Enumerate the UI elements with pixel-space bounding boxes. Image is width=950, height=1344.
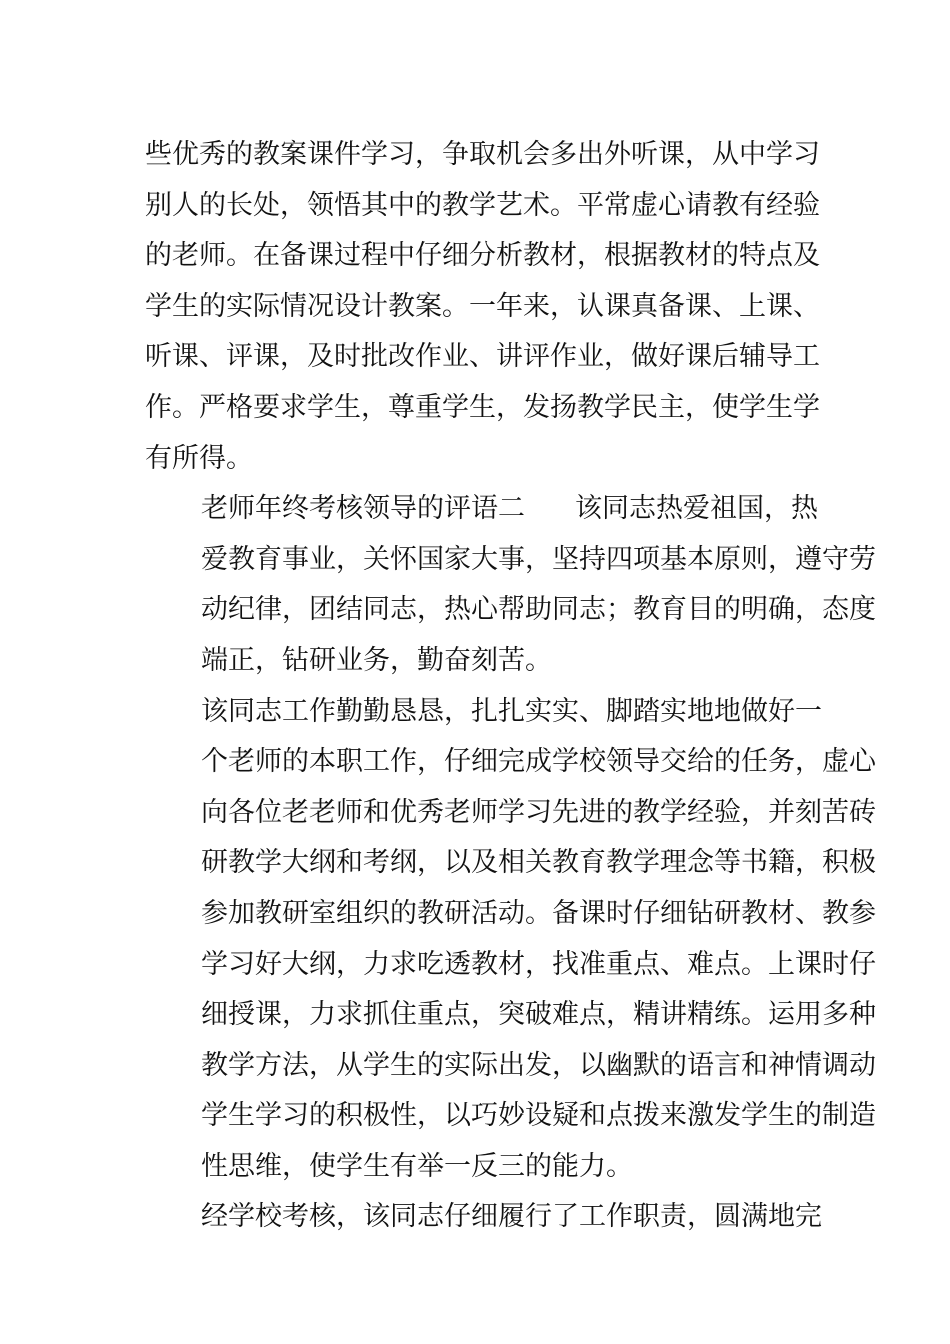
paragraph-line: 端正，钻研业务，勤奋刻苦。 — [201, 644, 552, 676]
paragraph-4 — [145, 1192, 822, 1243]
paragraph-line: 些优秀的教案课件学习，争取机会多出外听课，从中学习 — [145, 139, 820, 170]
section-heading: 老师年终考核领导的评语二 — [201, 493, 525, 525]
paragraph-line: 学生学习的积极性，以巧妙设疑和点拨来激发学生的制造 — [201, 1100, 876, 1132]
paragraph-line: 学生的实际情况设计教案。一年来，认课真备课、上课、 — [145, 290, 820, 322]
paragraph-3 — [145, 687, 876, 1193]
paragraph-line: 爱教育事业，关怀国家大事，坚持四项基本原则，遵守劳 — [201, 543, 876, 575]
paragraph-1 — [145, 130, 820, 484]
heading-line-text: 该同志热爱祖国，热 — [575, 493, 818, 525]
paragraph-2 — [145, 484, 876, 686]
paragraph-line: 细授课，力求抓住重点，突破难点，精讲精练。运用多种 — [201, 999, 876, 1031]
paragraph-line: 有所得。 — [145, 442, 253, 474]
paragraph-line: 学习好大纲，力求吃透教材，找准重点、难点。上课时仔 — [201, 948, 876, 980]
paragraph-line — [145, 484, 818, 535]
paragraph-line: 参加教研室组织的教研活动。备课时仔细钻研教材、教参 — [201, 897, 876, 929]
document-body — [145, 130, 876, 1243]
paragraph-line: 别人的长处，领悟其中的教学艺术。平常虚心请教有经验 — [145, 189, 820, 221]
paragraph-line: 该同志工作勤勤恳恳，扎扎实实、脚踏实地地做好一 — [201, 695, 822, 727]
paragraph-line: 的老师。在备课过程中仔细分析教材，根据教材的特点及 — [145, 240, 820, 272]
paragraph-line: 教学方法，从学生的实际出发，以幽默的语言和神情调动 — [201, 1049, 876, 1081]
paragraph-line: 经学校考核，该同志仔细履行了工作职责，圆满地完 — [201, 1201, 822, 1233]
paragraph-line: 研教学大纲和考纲，以及相关教育教学理念等书籍，积极 — [201, 847, 876, 879]
paragraph-line: 向各位老老师和优秀老师学习先进的教学经验，并刻苦砖 — [201, 796, 876, 828]
paragraph-line: 动纪律，团结同志，热心帮助同志；教育目的明确，态度 — [201, 594, 876, 626]
paragraph-line: 听课、评课，及时批改作业、讲评作业，做好课后辅导工 — [145, 341, 820, 373]
paragraph-line: 性思维，使学生有举一反三的能力。 — [201, 1150, 633, 1182]
paragraph-line: 作。严格要求学生，尊重学生，发扬教学民主，使学生学 — [145, 391, 820, 423]
paragraph-line: 个老师的本职工作，仔细完成学校领导交给的任务，虚心 — [201, 746, 876, 778]
